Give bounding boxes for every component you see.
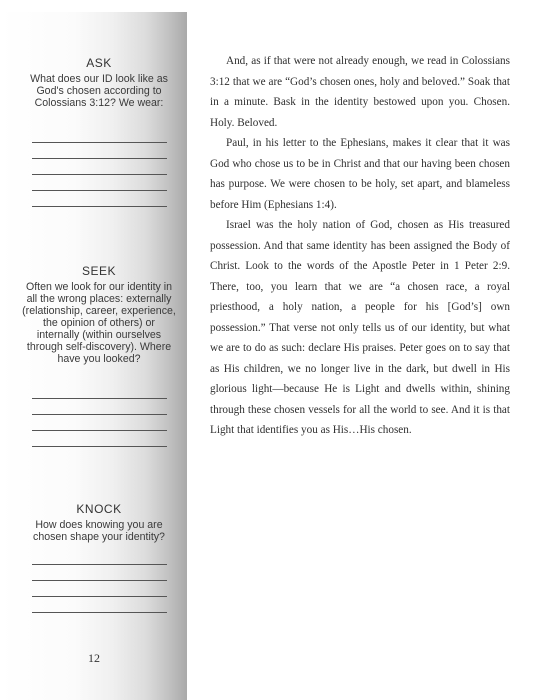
answer-line[interactable]	[32, 398, 167, 399]
answer-line[interactable]	[32, 174, 167, 175]
answer-line[interactable]	[32, 190, 167, 191]
answer-line[interactable]	[32, 158, 167, 159]
answer-line[interactable]	[32, 430, 167, 431]
knock-section	[24, 502, 174, 543]
body-text	[210, 51, 510, 441]
knock-heading: KNOCK	[76, 502, 122, 516]
answer-line[interactable]	[32, 206, 167, 207]
answer-line[interactable]	[32, 564, 167, 565]
answer-line[interactable]	[32, 142, 167, 143]
body-paragraph: Paul, in his letter to the Ephesians, makes it clear that it was God who chose us to be in Christ and that our having been chosen has purpose. We were chosen to be holy, set apart, and blameless before Him (Ephesians 1:4).	[210, 137, 510, 211]
seek-heading: SEEK	[81, 264, 116, 278]
seek-section	[22, 264, 176, 365]
body-paragraph: And, as if that were not already enough, we read in Colossians 3:12 that we are “God’s chosen ones, holy and beloved.” Soak that in a minute. Bask in the identity bestowed upon you. Chosen. Holy. Beloved.	[210, 55, 510, 129]
knock-prompt: How does knowing you are chosen shape your identity?	[33, 519, 165, 543]
answer-line[interactable]	[32, 414, 167, 415]
body-paragraph: Israel was the holy nation of God, chosen as His treasured possession. And that same identity has been assigned the Body of Christ. Look to the words of the Apostle Peter in 1 Peter 2:9. There, too, you learn that we are “a chosen race, a royal priesthood, a holy nation, a people for his [God’s] own possession.” That verse not only tells us of our identity, but what we are to do as such: declare His praises. Peter goes on to say that as His children, we no longer live in the dark, but dwell in His glorious light—because He is Light and dwells within, shining through these chosen vessels for all the world to see. And it is that Light that identifies you as His…His chosen.	[210, 219, 510, 436]
answer-line[interactable]	[32, 612, 167, 613]
answer-line[interactable]	[32, 580, 167, 581]
ask-prompt: What does our ID look like as God's chosen according to Colossians 3:12? We wear:	[30, 73, 168, 109]
seek-prompt: Often we look for our identity in all the wrong places: externally (relationship, career, experience, the opinion of others) or internally (within ourselves through self-discovery). Where have you looked?	[22, 281, 176, 365]
ask-section	[28, 56, 170, 109]
page-number: 12	[88, 651, 100, 665]
ask-heading: ASK	[86, 56, 112, 70]
answer-line[interactable]	[32, 446, 167, 447]
answer-line[interactable]	[32, 596, 167, 597]
